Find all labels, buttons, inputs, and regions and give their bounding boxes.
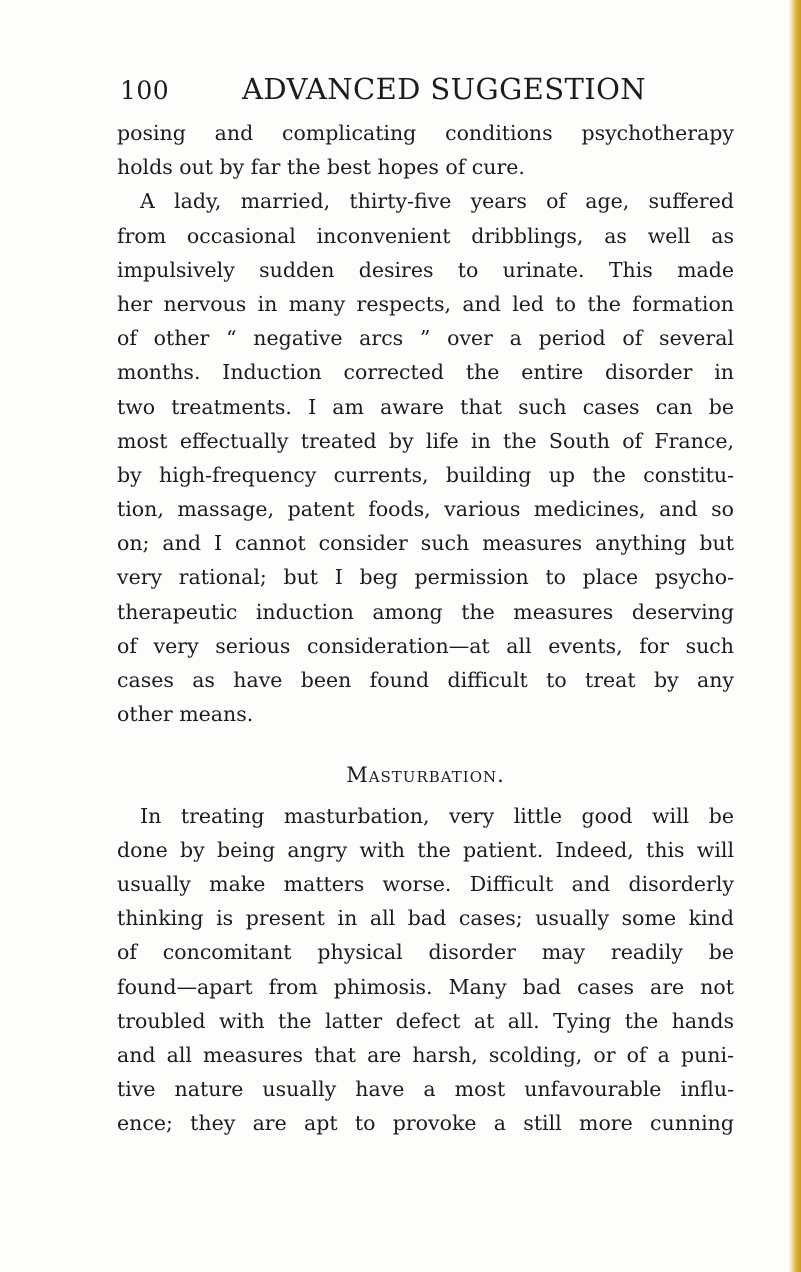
text-line: from occasional inconvenient dribblings, as well as xyxy=(117,223,734,248)
text-line: of other “ negative arcs ” over a period of several xyxy=(117,326,734,351)
text-line: two treatments. I am aware that such cases can be xyxy=(117,394,734,419)
text-line: tion, massage, patent foods, various medicines, and so xyxy=(117,497,734,522)
text-line: her nervous in many respects, and led to the formation xyxy=(117,291,734,316)
text-line: by high-frequency currents, building up the constitu- xyxy=(117,462,734,487)
text-line: posing and complicating conditions psychotherapy xyxy=(117,121,734,145)
text-line: In treating masturbation, very little good will be xyxy=(140,803,734,828)
text-line: usually make matters worse. Difficult and disorderly xyxy=(117,871,734,896)
paragraph-case-report xyxy=(117,184,734,731)
text-line: A lady, married, thirty-five years of age, suffered xyxy=(140,189,734,214)
text-line: other means. xyxy=(117,702,254,727)
text-line: and all measures that are harsh, scolding, or of a puni- xyxy=(117,1042,734,1067)
text-line: holds out by far the best hopes of cure. xyxy=(117,155,525,180)
section-heading: Masturbation. xyxy=(346,763,505,788)
text-line: months. Induction corrected the entire disorder in xyxy=(117,360,734,385)
text-line: of concomitant physical disorder may readily be xyxy=(117,940,734,965)
page-body xyxy=(117,116,734,1140)
page-header xyxy=(0,72,801,112)
text-line: most effectually treated by life in the South of France, xyxy=(117,428,734,453)
text-line: troubled with the latter defect at all. Tying the hands xyxy=(117,1008,734,1033)
page-number: 100 xyxy=(120,76,170,105)
text-line: cases as have been found difficult to treat by any xyxy=(117,668,734,692)
text-line: very rational; but I beg permission to place psycho- xyxy=(117,565,734,590)
text-line: ence; they are apt to provoke a still more cunning xyxy=(117,1111,734,1136)
gilded-page-edge xyxy=(789,0,801,1272)
text-line: therapeutic induction among the measures deserving xyxy=(117,599,734,624)
text-line: thinking is present in all bad cases; usually some kind xyxy=(117,906,734,931)
paragraph-masturbation xyxy=(117,799,734,1141)
text-line: on; and I cannot consider such measures anything but xyxy=(117,531,734,556)
text-line: found—apart from phimosis. Many bad cases are not xyxy=(117,974,734,999)
text-line: impulsively sudden desires to urinate. This made xyxy=(117,257,734,282)
text-line: done by being angry with the patient. Indeed, this will xyxy=(117,837,734,862)
running-title: ADVANCED SUGGESTION xyxy=(242,72,647,106)
paragraph-continuation xyxy=(117,116,734,184)
text-line: tive nature usually have a most unfavourable influ- xyxy=(117,1077,734,1102)
text-line: of very serious consideration—at all events, for such xyxy=(117,633,734,658)
